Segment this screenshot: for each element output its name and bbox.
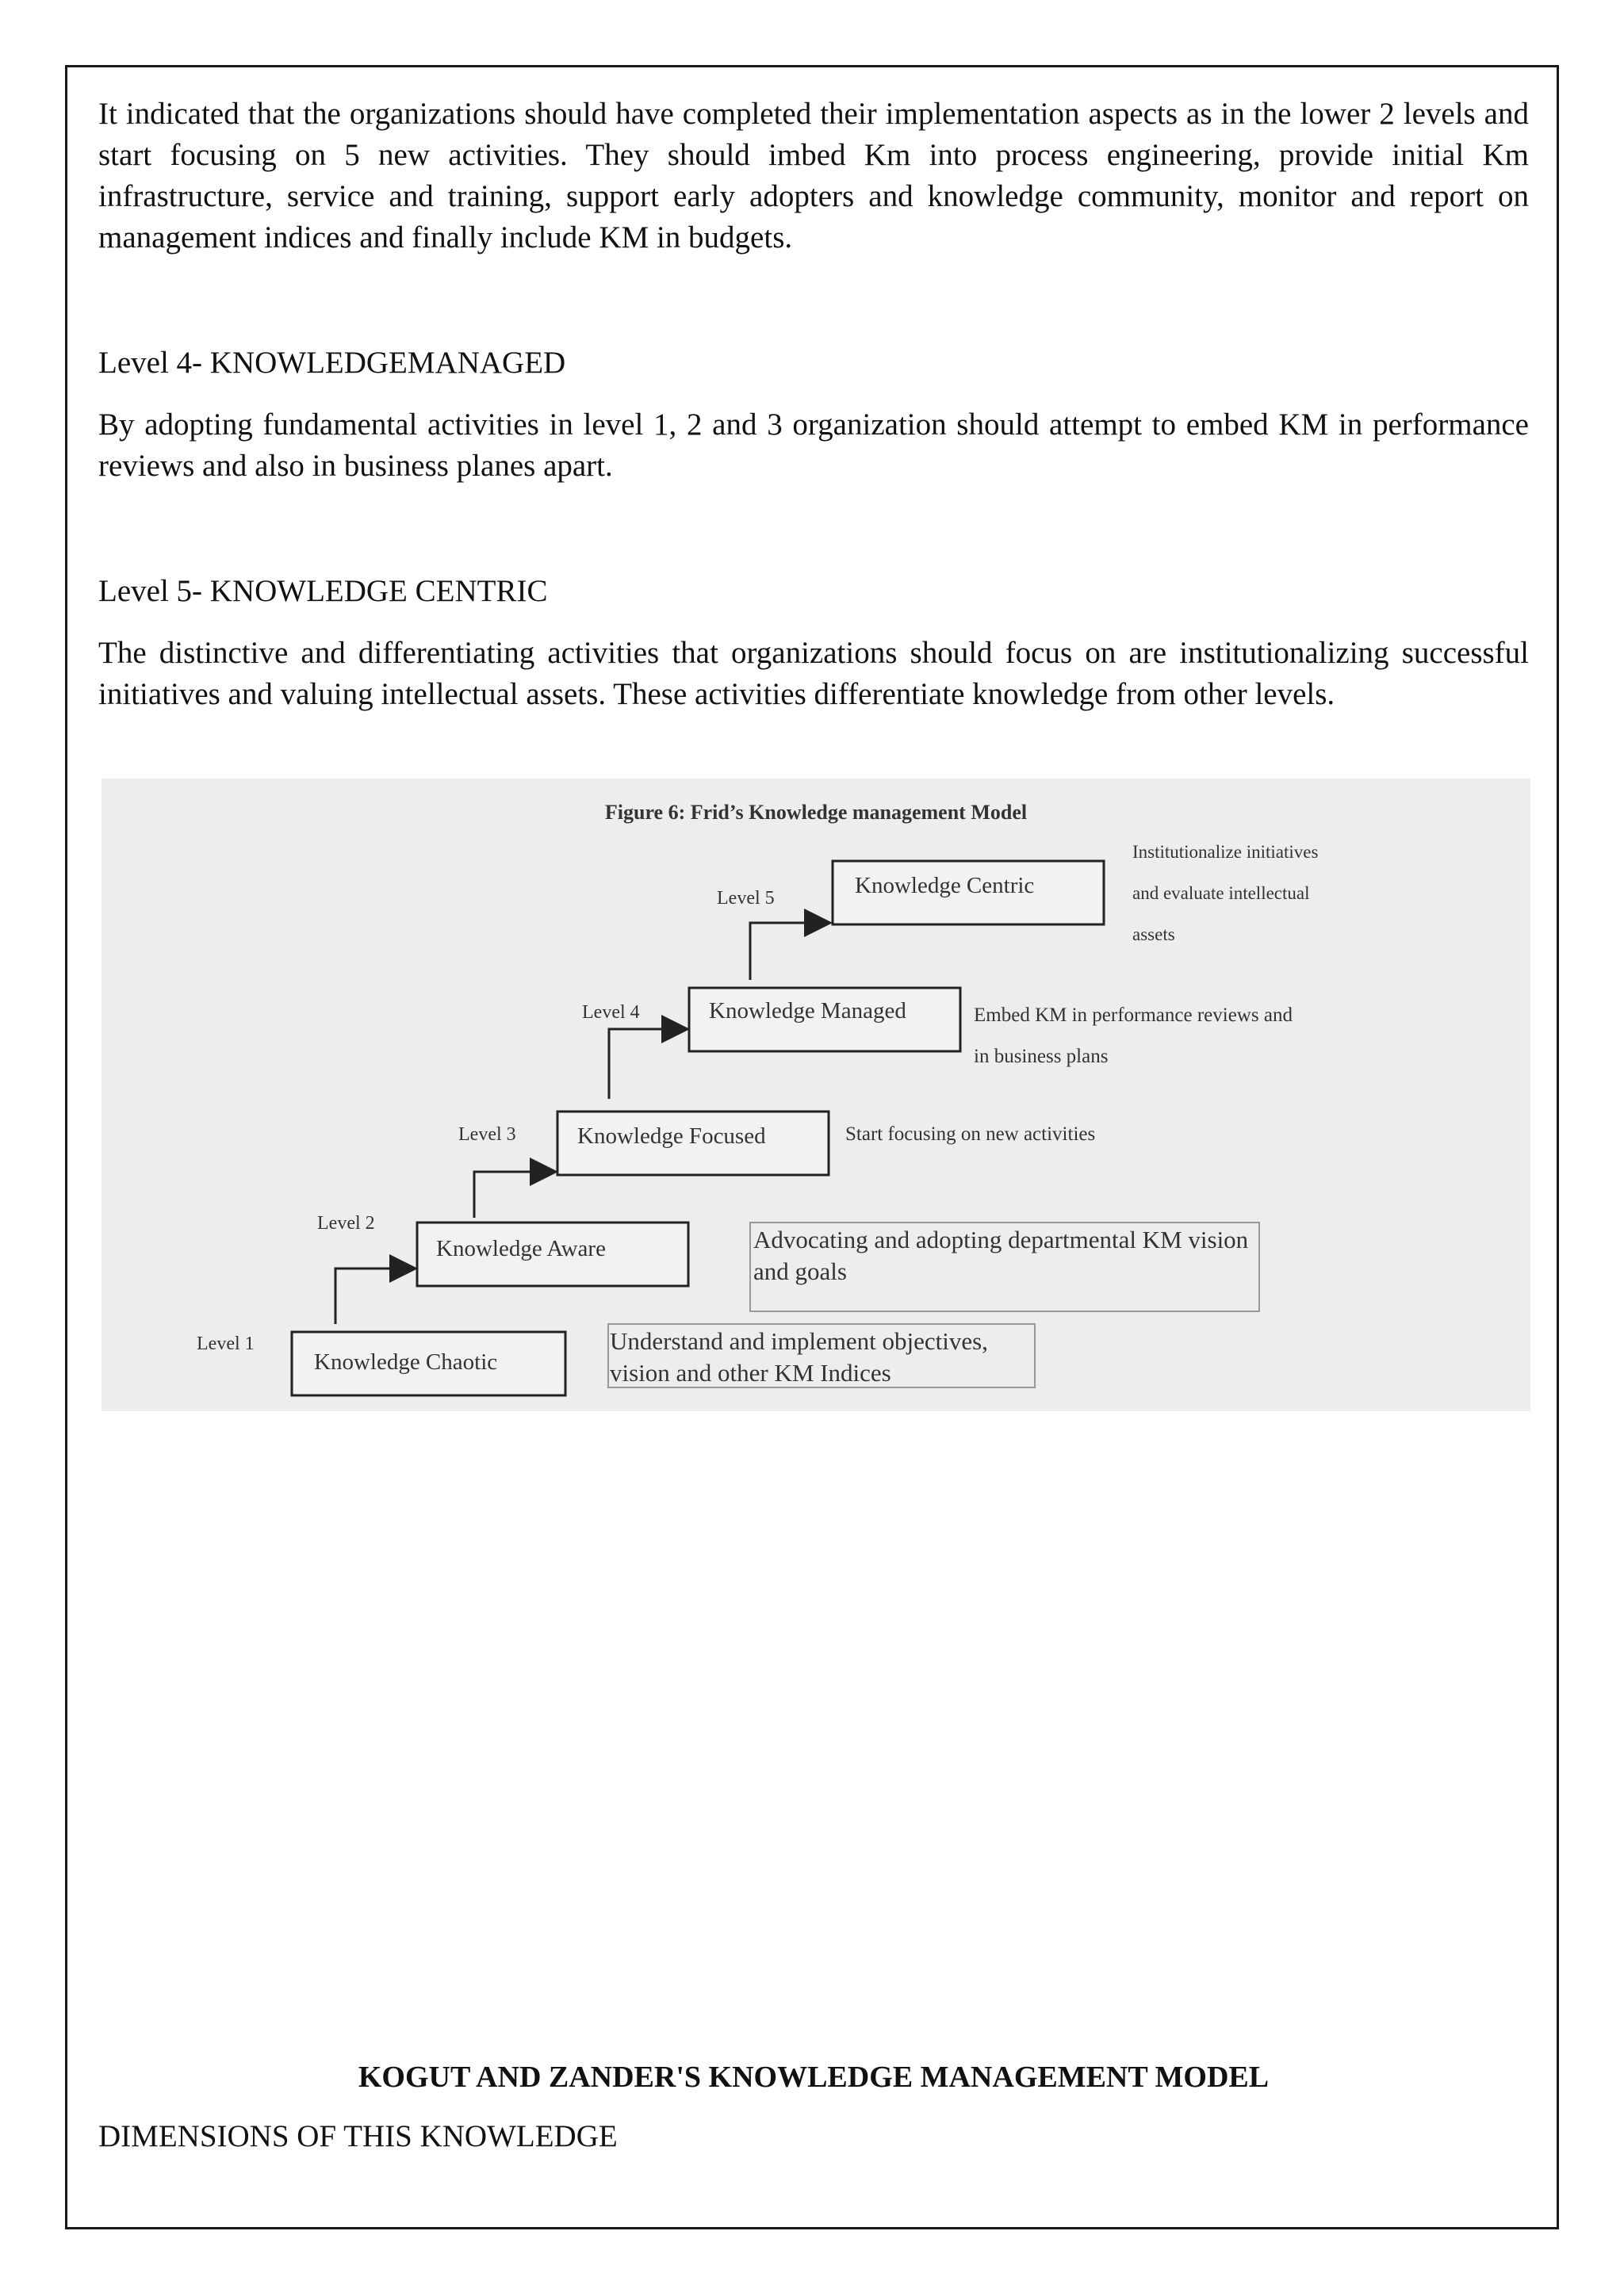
- level-3-label: Level 3: [458, 1124, 516, 1145]
- level-1-description-line: vision and other KM Indices: [610, 1359, 891, 1387]
- level-2-description-line: Advocating and adopting departmental KM vision: [753, 1226, 1249, 1253]
- level-5-label: Level 5: [717, 888, 775, 909]
- arrow-level3-to-4: [609, 1029, 685, 1099]
- level-3-description-line: Start focusing on new activities: [845, 1123, 1096, 1145]
- level-2-description-line: and goals: [753, 1257, 847, 1285]
- level-4-label: Level 4: [582, 1002, 640, 1023]
- arrow-level1-to-2: [335, 1269, 413, 1324]
- level-3-box-label: Knowledge Focused: [577, 1123, 766, 1149]
- level4-heading: Level 4- KNOWLEDGEMANAGED: [98, 346, 566, 380]
- level4-paragraph: By adopting fundamental activities in level 1, 2 and 3 organization should attempt to embed KM in performance reviews and also in business planes apart.: [98, 408, 1529, 483]
- arrow-level2-to-3: [474, 1172, 553, 1218]
- level-2-label: Level 2: [317, 1213, 375, 1234]
- level-5-description-line: and evaluate intellectual: [1132, 883, 1310, 903]
- figure-caption: Figure 6: Frid’s Knowledge management Model: [604, 801, 1028, 824]
- level-5-description-line: Institutionalize initiatives: [1132, 842, 1319, 862]
- level-4-description-line: Embed KM in performance reviews and: [974, 1004, 1293, 1026]
- frid-km-model-figure: [102, 779, 1530, 1411]
- section-title: KOGUT AND ZANDER'S KNOWLEDGE MANAGEMENT MODEL: [358, 2061, 1270, 2094]
- level-4-box-label: Knowledge Managed: [709, 998, 906, 1024]
- level-2-box-label: Knowledge Aware: [436, 1236, 606, 1261]
- level-1-description-line: Understand and implement objectives,: [610, 1327, 988, 1355]
- level5-heading: Level 5- KNOWLEDGE CENTRIC: [98, 574, 548, 608]
- level-1-box-label: Knowledge Chaotic: [314, 1349, 498, 1375]
- level5-paragraph: The distinctive and differentiating activities that organizations should focus on are institutionalizing successful initiatives and valuing intellectual assets. These activities differentiate knowledge from other levels.: [98, 636, 1529, 711]
- section-subheading: DIMENSIONS OF THIS KNOWLEDGE: [98, 2119, 618, 2153]
- arrow-level4-to-5: [750, 923, 828, 980]
- staircase-diagram: [102, 779, 1530, 1411]
- level-5-description-line: assets: [1132, 924, 1175, 944]
- level-1-label: Level 1: [197, 1334, 255, 1354]
- intro-paragraph: It indicated that the organizations should have completed their implementation aspects as in the lower 2 levels and start focusing on 5 new activities. They should imbed Km into process engineering, provide initial Km infrastructure, service and training, support early adopters and knowledge community, monitor and report on management indices and finally include KM in budgets.: [98, 97, 1529, 254]
- level-5-box-label: Knowledge Centric: [855, 873, 1035, 898]
- level-4-description-line: in business plans: [974, 1046, 1109, 1067]
